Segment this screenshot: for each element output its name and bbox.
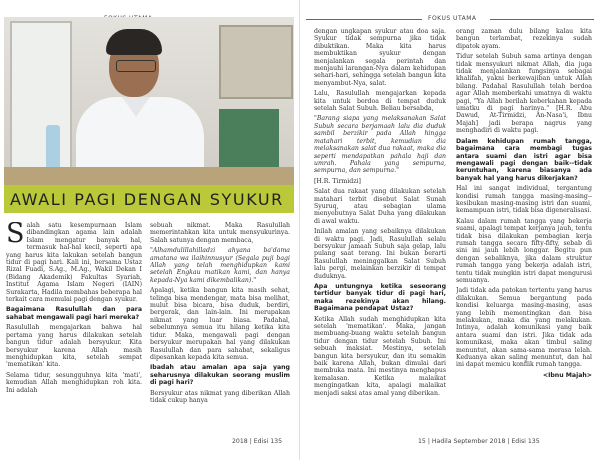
drop-cap: S	[6, 222, 25, 249]
quote-paragraph: "Alhamdulillahilladzi ahyana ba'dama amatana wa ilaihinnusyur (Segala puji bagi Allah yang telah menghidupkan kami setelah Engkau matikan kami, dan hanya kepada-Nya kami dikembalikan)."	[150, 247, 290, 284]
citation: [H.R. Tirmidzi]	[314, 177, 361, 185]
right-column-1	[314, 28, 446, 434]
body-paragraph: Ketika Allah sudah menghidupkan kita setelah 'mematikan'. Maka, jangan membuang-buang waktu setelah bangun tidur dengan tidur setelah Subuh. Ini sebuah maksiat. Mestinya, setelah bangun kita bersyukur, dan itu semakin baik karena Allah, bukan dimulai dari membuka mata. Ini mestinya menghapus kemalasan. Ketika malaikat mengingatkan kita, apalagi malaikat menjadi saksi atas amal yang diberikan.	[314, 315, 446, 397]
body-paragraph: Apalagi, ketika bangun kita masih sehat, telinga bisa mendengar, mata bisa melihat, mulut bisa bicara, bisa duduk, berdiri, bergerak, dan lain-lain. Ini merupakan nikmat yang luar biasa. Padahal, sebelumnya semua itu hilang ketika kita tidur. Maka, mengawali pagi dengan bersyukur merupakan hal yang dilakukan Rasulullah dan para sahabat, sekaligus dipesankan kepada kita semua.	[150, 287, 290, 361]
rubric-rule	[306, 19, 422, 20]
quote-paragraph: "Barang siapa yang melaksanakan Salat Subuh secara berjamaah lalu dia duduk sambil berzikir pada Allah hingga matahari terbit, kemudian dia melaksanakan salat dua rakaat, maka dia seperti mendapatkan pahala haji dan umrah. Pahala yang sempurna, sempurna, dan sempurna."	[314, 115, 446, 175]
body-paragraph: dengan ungkapan syukur atau doa saja. Syukur tidak sempurna jika tidak dibuktikan. Maka kita harus membuktikan syukur dengan menjalankan segala perintah dan menjauhi larangan-Nya dalam kehidupan sehari-hari, sehingga setelah bangun kita menyambut-Nya, salat.	[314, 28, 446, 87]
question-heading: Ibadah atau amalan apa saja yang seharusnya dilakukan seorang muslim di pagi hari?	[150, 364, 290, 387]
body-paragraph: Hal ini sangat individual, tergantung kondisi rumah tangga masing-masing--kesibukan masing-masing istri dan suami, kemampuan istri, tidak bisa digeneralisasi.	[456, 185, 592, 215]
intro-paragraph: alah satu kesempurnaan Islam dibandingkan agama lain adalah Islam mengatur banyak hal, termasuk hal-hal kecil, seperti apa yang harus kita lakukan setelah bangun tidur di pagi hari. Kali ini, bersama Ustaz Rizal Fuadi, S.Ag., M.Ag., Wakil Dekan I (Bidang Akademik) Fakultas Syariah, Institut Agama Islam Negeri (IAIN) Surakarta, Hadila membahas beberapa hal terkait cara memulai pagi dengan syukur.	[6, 222, 142, 304]
left-column-2	[150, 222, 290, 434]
question-heading: Dalam kehidupan rumah tangga, bagaimana cara membagi tugas antara suami dan istri agar bisa mengawali pagi dengan baik--tidak keruntuhan, karena biasanya ada banyak hal yang harus dikerjakan?	[456, 137, 592, 182]
interview-photo	[4, 17, 294, 185]
left-column-1	[6, 222, 142, 434]
rubric-label: FOKUS UTAMA	[428, 15, 477, 22]
article-title: AWALI PAGI DENGAN SYUKUR	[10, 190, 284, 209]
body-paragraph: Salat dua rakaat yang dilakukan setelah matahari terbit disebut Salat Sunah Syuruq, atau sebagian ulama menyebutnya Salat Duha yang dilakukan di awal waktu.	[314, 188, 446, 225]
question-heading: Bagaimana Rasulullah dan para sahabat mengawali pagi hari mereka?	[6, 306, 142, 321]
body-paragraph: Jadi tidak ada patokan tertentu yang harus dilakukan. Semua bergantung pada kondisi keluarga masing-masing, asas yang lebih mementingkan dan bisa melakukan, maka dia yang melakukan. Intinya, adalah komunikasi yang baik antara suami dan istri. Jika tidak ada komunikasi, maka akan timbul saling menuntut, akan sama-sama merasa lelah. Keduanya akan saling menuntut, dan hal ini dapat memicu konflik rumah tangga.	[456, 287, 592, 369]
page-folio: 2018 | Edisi 135	[232, 438, 283, 445]
body-paragraph: Rasulullah mengajarkan bahwa hal pertama yang harus dilakukan setelah bangun tidur adalah bersyukur. Kita bersyukur karena Allah masih menghidupkan kita, setelah sempat 'mematikan' kita.	[6, 324, 142, 369]
body-paragraph: sebuah nikmat. Maka Rasulullah memerintahkan kita untuk mensyukurinya. Salah satunya dengan membaca,	[150, 222, 290, 244]
question-heading: Apa untungnya ketika seseorang tertidur banyak tidur di pagi hari, maka rezekinya akan hilang. Bagaimana pendapat Ustaz?	[314, 283, 446, 313]
right-column-2	[456, 28, 592, 434]
rubric-rule	[490, 19, 594, 20]
body-paragraph: Bersyukur atas nikmat yang diberikan Allah tidak cukup hanya	[150, 389, 290, 404]
page-folio: 15 | Hadila September 2018 | Edisi 135	[418, 438, 540, 445]
right-page	[300, 0, 600, 460]
body-paragraph: Kalau dalam rumah tangga yang bekerja suami, apalagi tempat kerjanya jauh, tentu tidak bisa dilakukan pembagian kerja rumah tangga secara fifty-fifty, sebab di sini ini jauh lebih longgar. Begitu pun dengan sebaliknya, jika dalam struktur rumah tangga yang bekerja adalah istri, tentu tidak mungkin istri dapat mengurusi semuanya.	[456, 217, 592, 284]
body-paragraph: Selama tidur, sesungguhnya kita 'mati', kemudian Allah menghidupkan roh kita. Ini adalah	[6, 371, 142, 394]
body-paragraph: Lalu, Rasulullah mengajarkan kepada kita untuk berdoa di tempat duduk setelah Salat Subuh. Beliau bersabda,	[314, 90, 446, 113]
author-signature: <Ibnu Majah>	[542, 371, 592, 379]
body-paragraph: Tidur setelah Subuh sama artinya dengan tidak mensyukuri nikmat Allah, dia juga tidak menjalankan fungsinya sebagai khalifah, yakni berkewajiban untuk Allah bilang. Padahal Rasulullah telah berdoa agar Allah memberkahi umatnya di waktu pagi, "Ya Allah berilah keberkahan kepada umatku di pagi harinya." [H.R. Abu Dawud, At-Tirmidzi, An-Nasa'i, Ibnu Majah] jadi berapa nagrus yang menghadiri di waktu pagi.	[456, 53, 592, 135]
body-paragraph: orang zaman dulu bilang kalau kita bangun terlambat, rezekinya sudah dipatok ayam.	[456, 28, 592, 50]
body-paragraph: Inilah amalan yang sebaiknya dilakukan di waktu pagi. Jadi, Rasulullah selalu bersyukur jamaah Subuh saja gelap, lalu pulang saat terang. Ini bukan berarti Rasulullah meninggalkan Salat Subuh lalu pergi, melainkan berzikir di tempat duduknya.	[314, 228, 446, 280]
